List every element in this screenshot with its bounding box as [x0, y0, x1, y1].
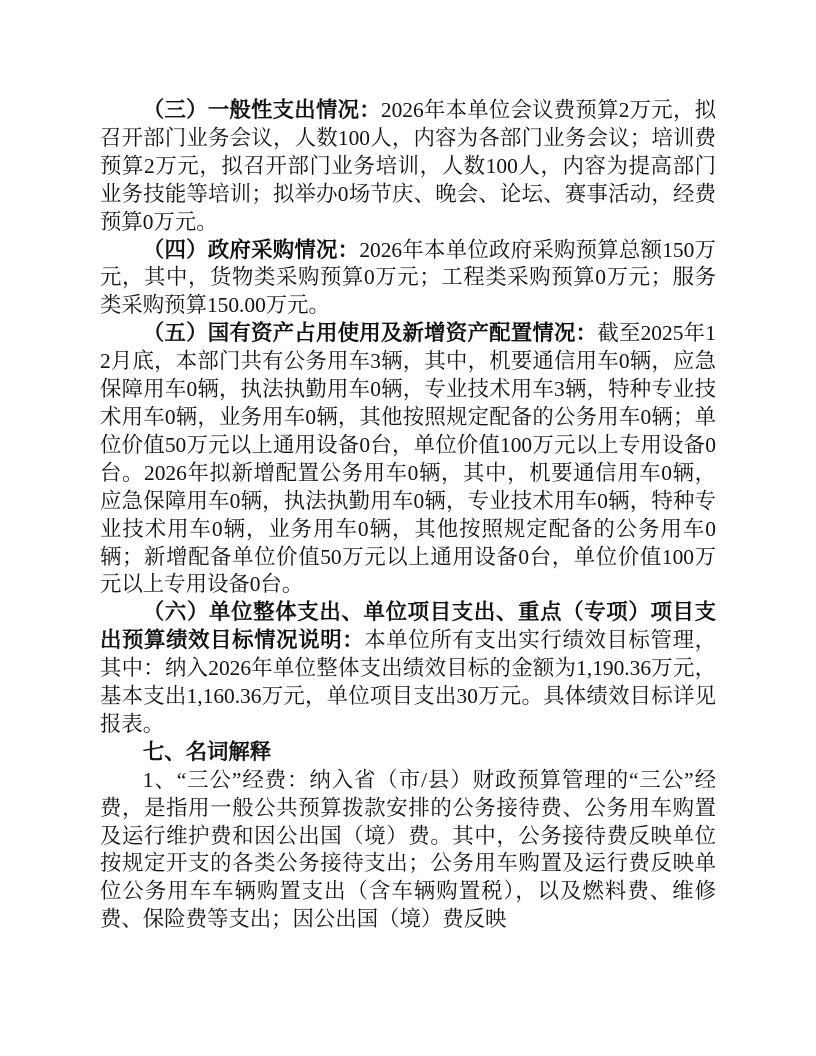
paragraph-three-public-funds-text: 1、“三公”经费：纳入省（市/县）财政预算管理的“三公”经费，是指用一般公共预算拨款安排的公务接待费、公务用车购置及运行维护费和因公出国（境）费。其中，公务接待费反映单位按规定开支的各类公务接待支出；公务用车购置及运行费反映单位公务用车车辆购置支出（含车辆购置税），以及燃料费、维修费、保险费等支出；因公出国（境）费反映	[100, 767, 716, 932]
paragraph-three-public-funds	[100, 767, 716, 934]
paragraph-government-procurement	[100, 237, 716, 321]
paragraph-state-assets-lead: （五）国有资产占用使用及新增资产配置情况：	[142, 321, 598, 346]
paragraph-general-expenditure-text: 2026年本单位会议费预算2万元，拟召开部门业务会议，人数100人，内容为各部门业务会议；培训费预算2万元，拟召开部门业务培训，人数100人，内容为提高部门业务技能等培训；拟举办0场节庆、晚会、论坛、赛事活动，经费预算0万元。	[100, 98, 716, 234]
heading-glossary-lead: 七、名词解释	[142, 739, 272, 764]
paragraph-government-procurement-lead: （四）政府采购情况：	[142, 237, 360, 262]
paragraph-general-expenditure	[100, 97, 716, 237]
paragraph-state-assets	[100, 320, 716, 599]
paragraph-state-assets-text: 截至2025年12月底，本部门共有公务用车3辆，其中，机要通信用车0辆，应急保障用车0辆，执法执勤用车0辆，专业技术用车3辆，特种专业技术用车0辆，业务用车0辆，其他按照规定配备的公务用车0辆；单位价值50万元以上通用设备0台，单位价值100万元以上专用设备0台。2026年拟新增配置公务用车0辆，其中，机要通信用车0辆，应急保障用车0辆，执法执勤用车0辆，专业技术用车0辆，特种专业技术用车0辆，业务用车0辆，其他按照规定配备的公务用车0辆；新增配备单位价值50万元以上通用设备0台，单位价值100万元以上专用设备0台。	[100, 321, 716, 597]
paragraph-performance-targets	[100, 599, 716, 739]
paragraph-general-expenditure-lead: （三）一般性支出情况：	[142, 98, 381, 122]
paragraph-government-procurement-text: 2026年本单位政府采购预算总额150万元，其中，货物类采购预算0万元；工程类采购预算0万元；服务类采购预算150.00万元。	[100, 237, 716, 318]
paragraph-performance-targets-text: 本单位所有支出实行绩效目标管理，其中：纳入2026年单位整体支出绩效目标的金额为1,190.36万元，基本支出1,160.36万元，单位项目支出30万元。具体绩效目标详见报表。	[100, 628, 716, 736]
heading-glossary	[100, 739, 716, 767]
paragraph-performance-targets-lead: （六）单位整体支出、单位项目支出、重点（专项）项目支出预算绩效目标情况说明：	[100, 600, 716, 653]
